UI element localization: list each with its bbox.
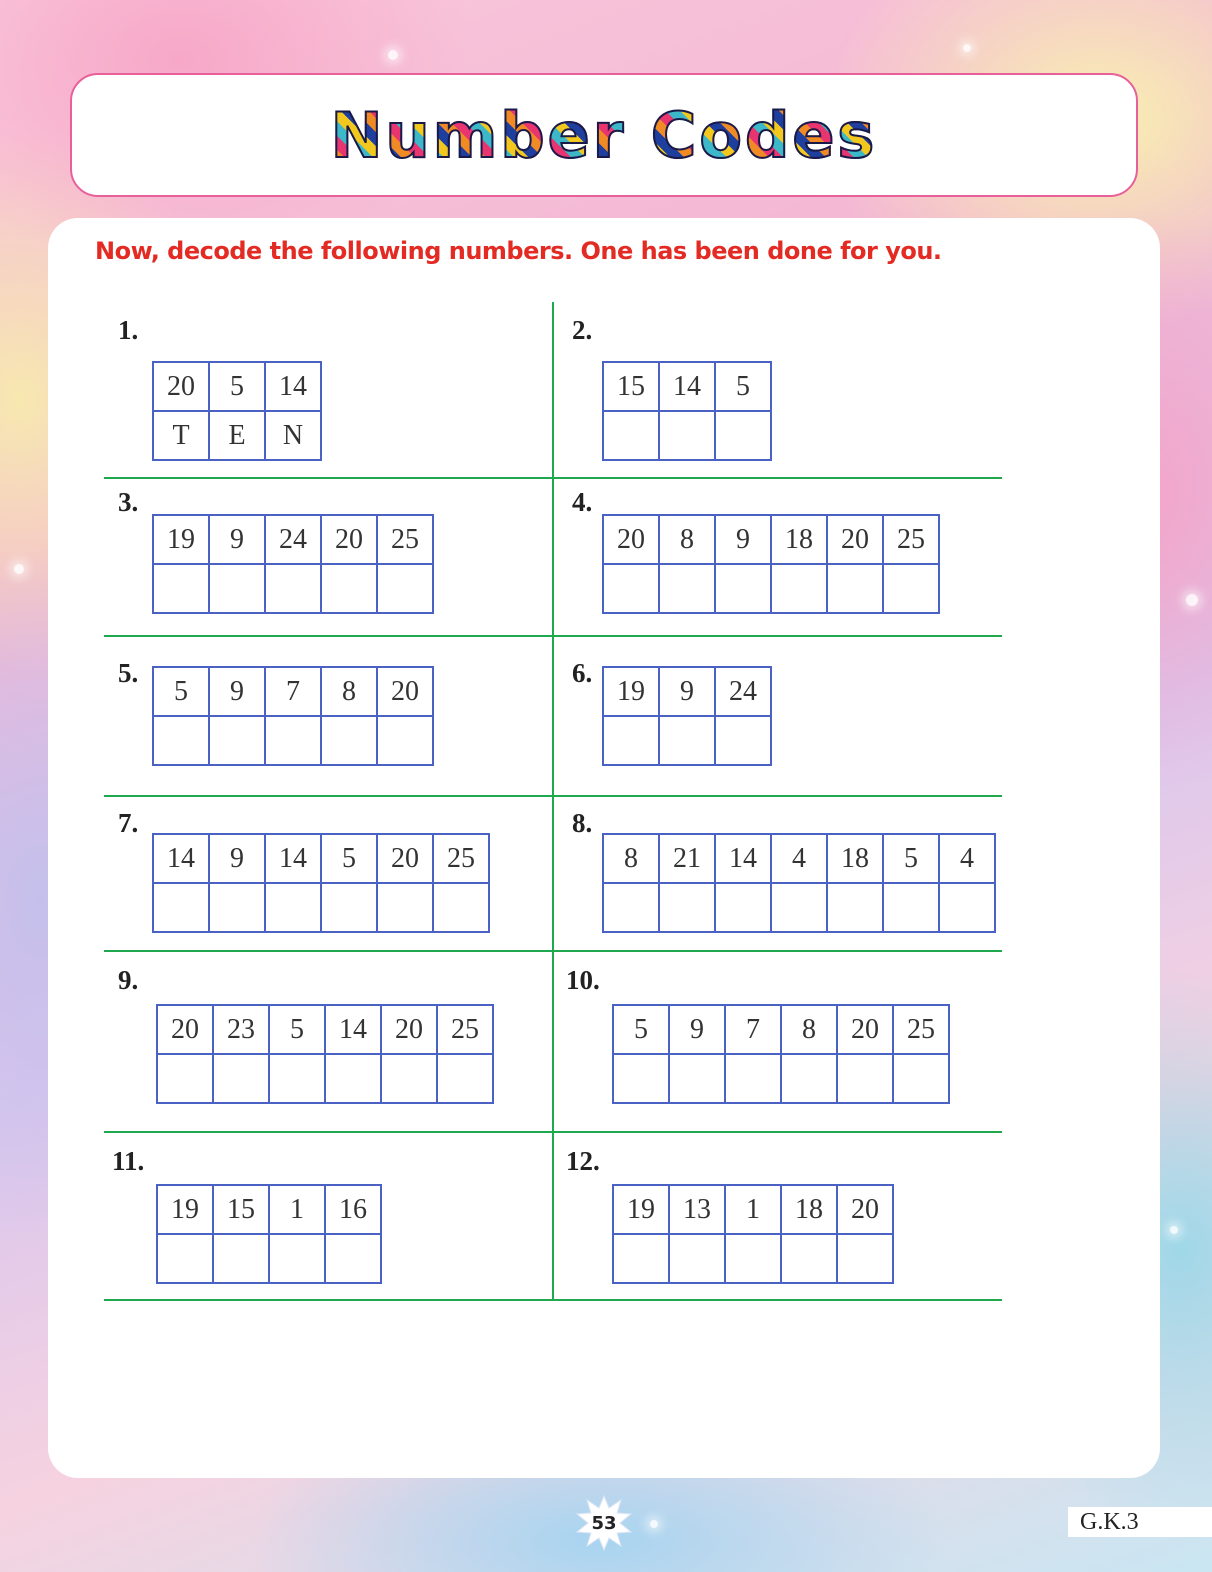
question-number: 5.: [118, 658, 139, 688]
sparkle-decoration: [388, 50, 398, 60]
code-grid: [612, 1184, 894, 1284]
answer-cell[interactable]: [270, 1055, 326, 1104]
code-grid: [152, 833, 490, 933]
code-cell: 7: [266, 668, 322, 717]
answer-cell[interactable]: [378, 565, 434, 614]
answer-cell[interactable]: [214, 1055, 270, 1104]
answer-cell[interactable]: [772, 565, 828, 614]
answer-cell[interactable]: [378, 717, 434, 766]
instruction-text: Now, decode the following numbers. One has been done for you.: [95, 237, 942, 265]
code-cell: 20: [838, 1006, 894, 1055]
code-cell: 20: [158, 1006, 214, 1055]
code-grid: [612, 1004, 950, 1104]
code-cell: 5: [614, 1006, 670, 1055]
code-cell: 8: [604, 835, 660, 884]
code-cell: 9: [716, 516, 772, 565]
answer-cell[interactable]: [660, 565, 716, 614]
page-number: 53: [591, 1512, 617, 1534]
code-cell: 25: [438, 1006, 494, 1055]
code-grid: [152, 666, 434, 766]
code-cell: 14: [716, 835, 772, 884]
code-cell: 5: [884, 835, 940, 884]
code-cell: 9: [210, 516, 266, 565]
code-cell: 1: [270, 1186, 326, 1235]
code-cell: 20: [828, 516, 884, 565]
answer-cell[interactable]: [322, 884, 378, 933]
code-cell: 14: [266, 835, 322, 884]
answer-cell[interactable]: [660, 884, 716, 933]
question-number: 3.: [118, 487, 139, 517]
code-grid: [602, 361, 772, 461]
code-grid: [602, 514, 940, 614]
code-cell: 9: [210, 835, 266, 884]
code-cell: 24: [716, 668, 772, 717]
answer-cell[interactable]: [782, 1235, 838, 1284]
answer-cell[interactable]: [438, 1055, 494, 1104]
code-grid: [602, 833, 996, 933]
question-number: 10.: [566, 965, 600, 995]
code-cell: 20: [378, 835, 434, 884]
question-number: 9.: [118, 965, 139, 995]
code-cell: 13: [670, 1186, 726, 1235]
answer-cell[interactable]: [322, 717, 378, 766]
code-cell: 20: [382, 1006, 438, 1055]
answer-cell[interactable]: [838, 1235, 894, 1284]
answer-cell[interactable]: [716, 717, 772, 766]
code-cell: 9: [210, 668, 266, 717]
code-cell: 20: [838, 1186, 894, 1235]
code-grid: [156, 1184, 382, 1284]
answer-cell[interactable]: [434, 884, 490, 933]
answer-cell[interactable]: [782, 1055, 838, 1104]
row-divider: [104, 635, 1002, 637]
answer-cell[interactable]: [884, 884, 940, 933]
code-cell: 14: [154, 835, 210, 884]
code-cell: 24: [266, 516, 322, 565]
row-divider: [104, 1299, 1002, 1301]
question-number: 2.: [572, 315, 593, 345]
code-cell: 9: [660, 668, 716, 717]
answer-cell[interactable]: [322, 565, 378, 614]
code-cell: 5: [716, 363, 772, 412]
code-grid: [602, 666, 772, 766]
code-cell: 23: [214, 1006, 270, 1055]
code-cell: 4: [940, 835, 996, 884]
title-banner: [70, 73, 1138, 197]
answer-cell[interactable]: [266, 565, 322, 614]
question-number: 8.: [572, 808, 593, 838]
code-cell: 20: [378, 668, 434, 717]
answer-cell[interactable]: [210, 565, 266, 614]
sparkle-decoration: [1170, 1226, 1178, 1234]
answer-cell[interactable]: [716, 884, 772, 933]
question-number: 1.: [118, 315, 139, 345]
sparkle-decoration: [650, 1520, 658, 1528]
page-number-badge: [575, 1494, 633, 1552]
answer-cell[interactable]: [726, 1055, 782, 1104]
answer-cell[interactable]: [884, 565, 940, 614]
answer-cell[interactable]: [614, 1235, 670, 1284]
code-cell: 21: [660, 835, 716, 884]
code-grid: [156, 1004, 494, 1104]
code-grid: [152, 514, 434, 614]
code-cell: 14: [660, 363, 716, 412]
answer-cell[interactable]: [838, 1055, 894, 1104]
code-cell: 14: [266, 363, 322, 412]
code-cell: 15: [214, 1186, 270, 1235]
answer-cell[interactable]: [154, 717, 210, 766]
answer-cell[interactable]: [716, 565, 772, 614]
code-cell: 18: [772, 516, 828, 565]
code-cell: 1: [726, 1186, 782, 1235]
question-number: 4.: [572, 487, 593, 517]
code-grid: [152, 361, 322, 461]
code-cell: 5: [322, 835, 378, 884]
code-cell: 8: [322, 668, 378, 717]
answer-cell[interactable]: [716, 412, 772, 461]
code-cell: 19: [614, 1186, 670, 1235]
code-cell: 25: [434, 835, 490, 884]
row-divider: [104, 1131, 1002, 1133]
answer-cell[interactable]: [210, 717, 266, 766]
answer-cell[interactable]: [726, 1235, 782, 1284]
answer-cell[interactable]: [660, 717, 716, 766]
answer-cell[interactable]: [158, 1055, 214, 1104]
answer-cell[interactable]: [828, 884, 884, 933]
code-cell: 5: [210, 363, 266, 412]
sparkle-decoration: [963, 44, 971, 52]
code-cell: 20: [154, 363, 210, 412]
code-cell: 5: [270, 1006, 326, 1055]
answer-cell[interactable]: [828, 565, 884, 614]
code-cell: 25: [884, 516, 940, 565]
answer-cell[interactable]: [266, 884, 322, 933]
code-cell: 19: [158, 1186, 214, 1235]
answer-cell[interactable]: [940, 884, 996, 933]
answer-cell[interactable]: [378, 884, 434, 933]
answer-cell[interactable]: [266, 717, 322, 766]
answer-cell[interactable]: [670, 1235, 726, 1284]
code-cell: 25: [894, 1006, 950, 1055]
answer-cell[interactable]: [670, 1055, 726, 1104]
code-cell: 15: [604, 363, 660, 412]
answer-cell[interactable]: [270, 1235, 326, 1284]
row-divider: [104, 477, 1002, 479]
answer-cell[interactable]: [326, 1055, 382, 1104]
answer-cell[interactable]: [772, 884, 828, 933]
answer-cell[interactable]: [154, 565, 210, 614]
answer-cell[interactable]: E: [210, 412, 266, 461]
answer-cell[interactable]: [210, 884, 266, 933]
answer-cell[interactable]: [614, 1055, 670, 1104]
question-number: 11.: [112, 1146, 145, 1176]
answer-cell[interactable]: [604, 717, 660, 766]
answer-cell[interactable]: [604, 412, 660, 461]
code-cell: 19: [154, 516, 210, 565]
code-cell: 25: [378, 516, 434, 565]
question-number: 6.: [572, 658, 593, 688]
answer-cell[interactable]: [214, 1235, 270, 1284]
code-cell: 16: [326, 1186, 382, 1235]
code-cell: 20: [322, 516, 378, 565]
code-cell: 8: [660, 516, 716, 565]
code-cell: 7: [726, 1006, 782, 1055]
row-divider: [104, 795, 1002, 797]
code-cell: 20: [604, 516, 660, 565]
answer-cell[interactable]: T: [154, 412, 210, 461]
answer-cell[interactable]: [604, 884, 660, 933]
row-divider: [104, 950, 1002, 952]
code-cell: 4: [772, 835, 828, 884]
column-divider: [552, 302, 554, 1300]
answer-cell[interactable]: [604, 565, 660, 614]
code-cell: 8: [782, 1006, 838, 1055]
answer-cell[interactable]: [894, 1055, 950, 1104]
sparkle-decoration: [1186, 594, 1198, 606]
sparkle-decoration: [14, 564, 24, 574]
answer-cell[interactable]: [154, 884, 210, 933]
code-cell: 18: [782, 1186, 838, 1235]
code-cell: 9: [670, 1006, 726, 1055]
code-cell: 19: [604, 668, 660, 717]
question-number: 12.: [566, 1146, 600, 1176]
code-cell: 14: [326, 1006, 382, 1055]
answer-cell[interactable]: [158, 1235, 214, 1284]
answer-cell[interactable]: [326, 1235, 382, 1284]
question-number: 7.: [118, 808, 139, 838]
answer-cell[interactable]: [382, 1055, 438, 1104]
answer-cell[interactable]: N: [266, 412, 322, 461]
answer-cell[interactable]: [660, 412, 716, 461]
code-cell: 18: [828, 835, 884, 884]
code-cell: 5: [154, 668, 210, 717]
book-code: G.K.3: [1068, 1507, 1212, 1537]
page-title: Number Codes: [330, 98, 878, 172]
